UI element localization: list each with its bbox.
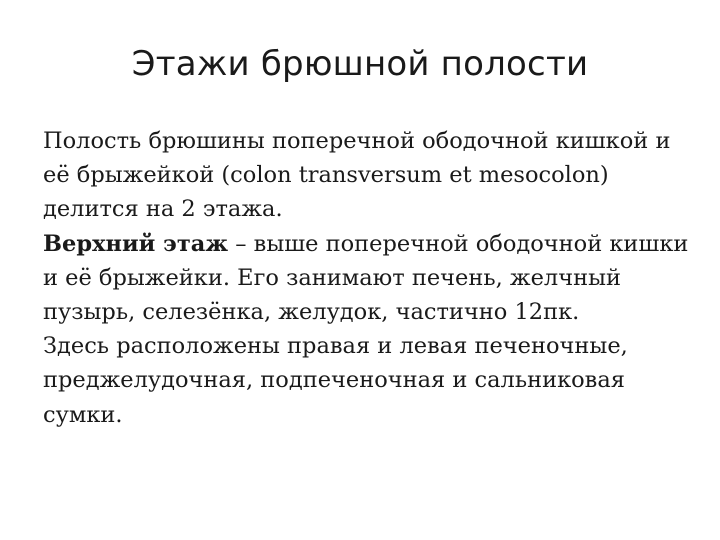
paragraph-upper-floor-text: – выше поперечной ободочной кишки и её брыжейки. Его занимают печень, желчный пузырь, селезёнка, желудок, частично 12пк. bbox=[43, 230, 689, 326]
term-upper-floor: Верхний этаж bbox=[43, 230, 229, 257]
paragraph-intro: Полость брюшины поперечной ободочной кишкой и её брыжейкой (colon transversum et mesocolon) делится на 2 этажа. bbox=[43, 128, 671, 223]
paragraph-upper-floor bbox=[43, 227, 693, 330]
slide-body bbox=[43, 124, 693, 432]
paragraph-bursae: Здесь расположены правая и левая печеночные, преджелудочная, подпеченочная и сальниковая сумки. bbox=[43, 333, 628, 428]
slide-title: Этажи брюшной полости bbox=[131, 44, 589, 84]
